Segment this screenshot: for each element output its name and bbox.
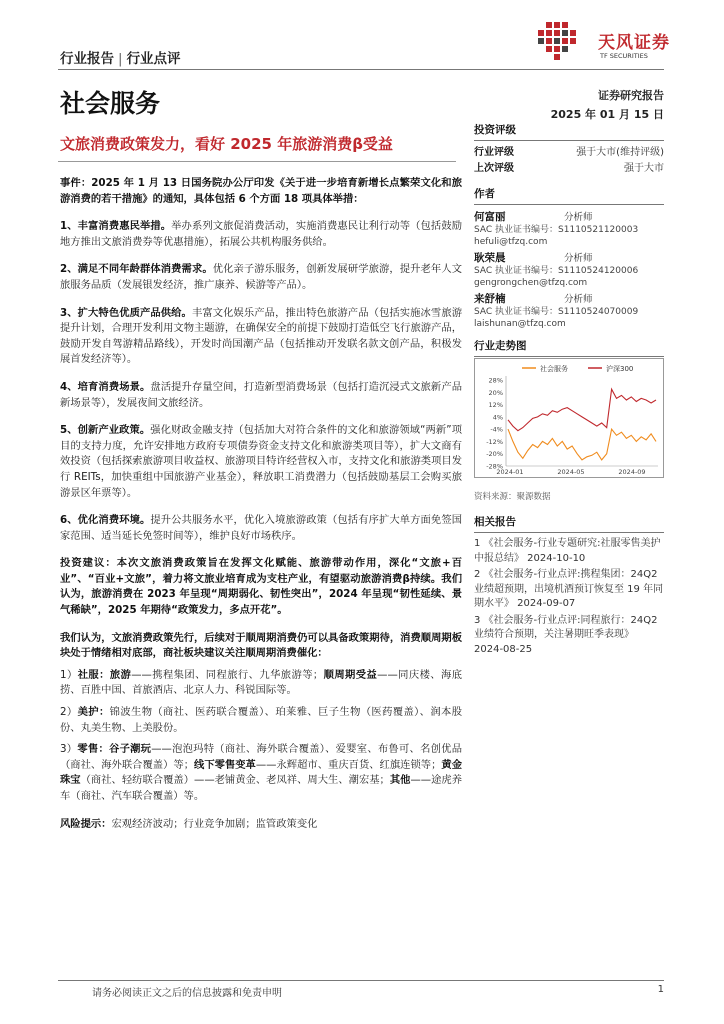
category-separator: | — [118, 51, 123, 67]
chart-x-axis — [496, 468, 645, 476]
pick-sub-label: 黄金珠宝 — [60, 758, 463, 787]
footer-disclaimer: 请务必阅读正文之后的信息披露和免责申明 — [92, 988, 282, 999]
chart-source: 资料来源：聚源数据 — [474, 492, 551, 502]
pick-text: ——携程集团、同程旅行、九华旅游等； — [131, 668, 324, 681]
related-item[interactable]: 3 《社会服务-行业点评:同程旅行：24Q2 业绩符合预期，关注暑期旺季表现》 2024-08-25 — [474, 614, 658, 655]
event-paragraph — [60, 176, 462, 207]
author-email[interactable]: hefuli@tfzq.com — [474, 237, 548, 247]
point-title: 3、扩大特色优质产品供给。 — [60, 306, 192, 319]
author-name: 何富丽 — [474, 211, 506, 223]
pick-paragraph — [60, 668, 462, 699]
rating-title: 投资评级 — [474, 122, 664, 141]
y-tick-label: -12% — [486, 437, 503, 446]
pick-text: ——永辉超市、重庆百货、红旗连锁等； — [255, 758, 442, 771]
author-role: 分析师 — [564, 294, 593, 305]
rating-value: 强于大市(维持评级) — [576, 147, 664, 158]
author-name: 耿荣晨 — [474, 252, 506, 264]
legend-label: 社会服务 — [540, 365, 568, 373]
pick-label: 零售： — [77, 743, 110, 756]
y-tick-label: 28% — [488, 376, 503, 385]
page-number: 1 — [657, 984, 664, 995]
point-paragraph — [60, 423, 462, 501]
pick-text: ——同庆楼、海底捞、百胜中国、首旅酒店、北京人力、科锐国际等。 — [60, 668, 463, 697]
logo-mark-icon — [538, 22, 576, 60]
author-name: 来舒楠 — [474, 293, 506, 305]
point-text: 丰富文化娱乐产品，推出特色旅游产品（包括实施冰雪旅游提升计划，合理开发利用文物主题游，在确保安全的前提下鼓励打造低空飞行旅游产品，鼓励开发自驾游精品路线），开发时尚国潮产品（包括推动开发联名款文创产品，积极发展首发经济等）。 — [60, 306, 463, 366]
y-tick-label: -28% — [486, 462, 503, 471]
y-tick-label: -20% — [486, 450, 503, 459]
author-role: 分析师 — [564, 212, 593, 223]
event-text: 2025 年 1 月 13 日国务院办公厅印发《关于进一步培育新增长点繁荣文化和旅游消费的若干措施》的通知，具体包括 6 个方面 18 项具体举措： — [60, 177, 463, 205]
point-title: 1、丰富消费惠民举措。 — [60, 220, 172, 233]
rating-value: 强于大市 — [624, 163, 664, 174]
rating-key: 上次评级 — [474, 163, 514, 174]
point-title: 2、满足不同年龄群体消费需求。 — [60, 263, 213, 276]
rating-row — [474, 145, 664, 161]
report-date: 2025 年 01 月 15 日 — [550, 108, 664, 121]
point-text: 盘活提升存量空间，打造新型消费场景（包括打造沉浸式文旅新产品新场景等），发展夜间文旅经济。 — [60, 380, 463, 409]
risk-text: 宏观经济波动；行业竞争加剧；监管政策变化 — [111, 817, 318, 830]
x-tick-label: 2024-05 — [557, 468, 585, 476]
pick-paragraph — [60, 705, 462, 736]
pick-paragraph — [60, 742, 462, 804]
pick-number: 2） — [60, 706, 78, 719]
logo-text-cn: 天风证券 — [598, 33, 670, 53]
y-tick-label: 4% — [492, 413, 503, 422]
y-tick-label: -4% — [490, 425, 503, 434]
related-title: 相关报告 — [474, 514, 664, 533]
investment-advice — [60, 556, 462, 618]
pick-label: 社服： — [77, 668, 110, 681]
author-entry — [474, 209, 664, 248]
point-text: 优化亲子游乐服务，创新发展研学旅游，提升老年人文旅服务品质（发展银发经济，推广康养、候游等产品）。 — [60, 263, 463, 291]
trend-title: 行业走势图 — [474, 338, 664, 357]
author-role: 分析师 — [564, 253, 593, 264]
y-tick-label: 12% — [488, 401, 503, 410]
footer-divider — [58, 980, 664, 981]
pick-text: 锦波生物（商社、医药联合覆盖）、珀莱雅、巨子生物（医药覆盖）、润本股份、丸美生物、上美股份。 — [60, 706, 462, 734]
pick-text: ——途虎养车（商社、汽车联合覆盖）等。 — [60, 774, 463, 802]
author-sac: SAC 执业证书编号：S1110524070009 — [474, 307, 639, 317]
pick-sub-label: 顺周期受益 — [323, 668, 378, 681]
point-paragraph — [60, 513, 462, 544]
category-label: 行业报告 — [60, 51, 114, 67]
related-block — [474, 514, 664, 659]
pick-sub-label: 谷子潮玩 — [109, 743, 152, 756]
point-paragraph — [60, 306, 462, 368]
author-email[interactable]: laishunan@tfzq.com — [474, 319, 566, 329]
view-paragraph — [60, 631, 462, 662]
headline-divider — [58, 161, 456, 162]
pick-sub-label: 旅游 — [109, 668, 132, 681]
event-label: 事件： — [60, 177, 92, 189]
rating-key: 行业评级 — [474, 147, 514, 158]
author-sac: SAC 执业证书编号：S1110524120006 — [474, 266, 639, 276]
y-tick-label: 20% — [488, 388, 503, 397]
pick-label: 美护： — [77, 706, 110, 719]
risk-label: 风险提示： — [60, 817, 112, 830]
x-tick-label: 2024-09 — [618, 468, 646, 476]
sector-title: 社会服务 — [60, 89, 161, 118]
pick-number: 1） — [60, 668, 78, 681]
view-text: 我们认为，文旅消费政策先行，后续对于顺周期消费仍可以具备政策期待，消费顺周期板块处于情绪相对底部，商社板块建议关注顺周期消费催化： — [60, 631, 462, 660]
point-text: 举办系列文旅促消费活动，实施消费惠民让利行动等（包括鼓励地方推出文旅消费券等优惠措施），拓展公共机构服务供给。 — [60, 220, 463, 248]
pick-text: （商社、轻纺联合覆盖）——老铺黄金、老凤祥、周大生、潮宏基； — [80, 774, 390, 787]
point-text: 提升公共服务水平，优化入境旅游政策（包括有序扩大单方面免签国家范围、适当延长免签时间等），维护良好市场秩序。 — [60, 514, 463, 542]
related-list — [474, 537, 664, 657]
author-entry — [474, 250, 664, 289]
pick-text: ——泡泡玛特（商社、海外联合覆盖）、爱婴室、布鲁可、名创优品（商社、海外联合覆盖）等； — [60, 743, 463, 771]
logo-text-en: TF SECURITIES — [600, 52, 648, 60]
author-sac: SAC 执业证书编号：S1110521120003 — [474, 225, 639, 235]
report-category — [60, 47, 181, 67]
authors-title: 作者 — [474, 186, 664, 205]
legend-label: 沪深300 — [606, 365, 634, 373]
point-title: 6、优化消费环境。 — [60, 514, 151, 527]
author-email[interactable]: gengrongchen@tfzq.com — [474, 278, 588, 288]
report-headline: 文旅消费政策发力，看好 2025 年旅游消费β受益 — [60, 135, 393, 153]
pick-number: 3） — [60, 743, 78, 756]
pick-sub-label: 其他 — [389, 774, 411, 787]
related-item[interactable]: 1 《社会服务-行业专题研究:社服零售美护中报总结》 2024-10-10 — [474, 538, 661, 564]
point-paragraph — [60, 380, 462, 411]
risk-paragraph — [60, 817, 462, 833]
point-title: 5、创新产业政策。 — [60, 424, 151, 437]
main-body — [60, 176, 462, 844]
header-divider — [58, 69, 664, 70]
authors-block — [474, 186, 664, 332]
invest-label: 投资建议： — [60, 557, 117, 570]
trend-chart — [474, 358, 664, 478]
pick-sub-label: 线下零售变革 — [194, 758, 256, 771]
x-tick-label: 2024-01 — [496, 468, 524, 476]
report-type: 证券研究报告 — [598, 89, 664, 102]
point-paragraph — [60, 219, 462, 250]
point-text: 强化财政金融支持（包括加大对符合条件的文化和旅游领域“两新”项目的支持力度，允许安排地方政府专项债券资金支持文化和旅游类项目等），扩大文商有效投资（包括探索旅游项目收益权、旅游项目特许经营权入市，支持文化和旅游类项目发行 REITs，加快重组中国旅游产业基金），释放职工消费潜力（包括鼓励基层工会购买旅游景区年票等）。 — [60, 424, 462, 499]
point-paragraph — [60, 262, 462, 293]
related-item[interactable]: 2 《社会服务-行业点评:携程集团：24Q2 业绩超预期，出境机酒预订恢复至 19 年同期水平》 2024-09-07 — [474, 569, 664, 609]
subcategory-label: 行业点评 — [126, 51, 181, 67]
author-entry — [474, 291, 664, 330]
invest-text: 本次文旅消费政策旨在发挥文化赋能、旅游带动作用，深化“文旅+百业”、“百业+文旅”，着力将文旅业培育成为支柱产业，有望驱动旅游消费β持续。我们认为，旅游消费在 2023 年呈现“周期弱化、韧性突出”，2024 年呈现“韧性延续、景气稀缺”，2025 年期待“政策发力，多点开花”。 — [60, 557, 462, 617]
rating-row — [474, 161, 664, 177]
point-title: 4、培育消费场景。 — [60, 380, 151, 393]
rating-block — [474, 122, 664, 177]
